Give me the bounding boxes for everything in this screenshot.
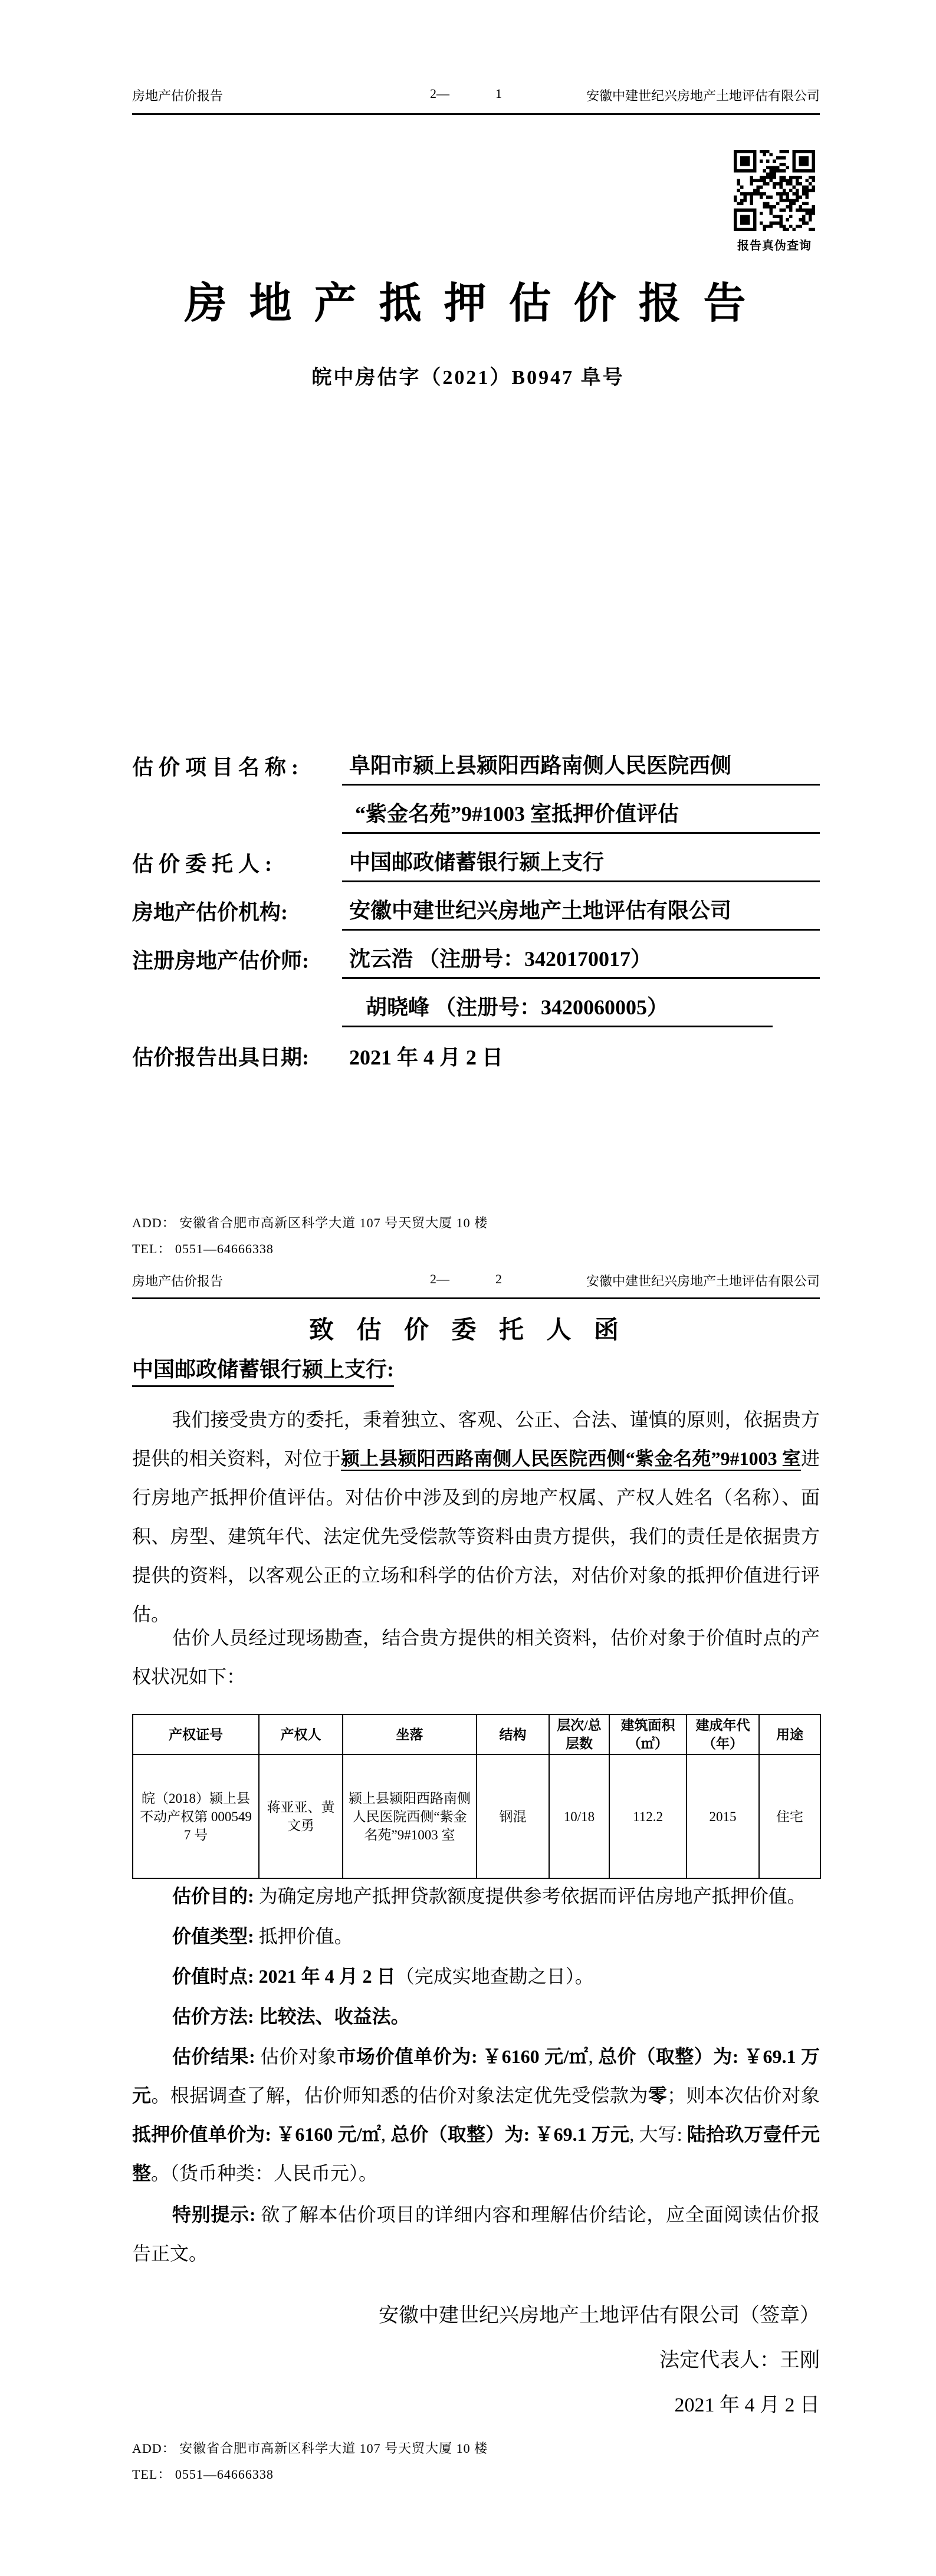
qr-caption: 报告真伪查询	[737, 239, 812, 252]
field-agency	[132, 882, 820, 931]
page2-running-header	[132, 1271, 820, 1292]
header-page-prefix: 2—	[430, 86, 449, 101]
header-page-number	[430, 1271, 502, 1287]
cell-structure: 钢混	[477, 1754, 549, 1878]
result-seg13: 。（货币种类：人民币元）。	[151, 2163, 378, 2184]
signature-date: 2021 年 4 月 2 日	[674, 2394, 820, 2416]
result-seg7: ；则本次估价对象	[667, 2085, 820, 2106]
field-project-name-value: 阜阳市颍上县颍阳西路南侧人民医院西侧	[342, 749, 820, 786]
header-doc-type: 房地产估价报告	[132, 88, 224, 103]
item-purpose	[132, 1877, 820, 1915]
col-header-floor: 层次/总层数	[549, 1714, 609, 1754]
item-value-date-rest: （完成实地查勘之日）。	[395, 1966, 594, 1987]
field-client-value: 中国邮政储蓄银行颍上支行	[342, 846, 820, 882]
field-appraiser-1	[132, 931, 820, 979]
result-seg1: 估价对象	[260, 2046, 337, 2067]
item-result-label: 估价结果:	[172, 2046, 261, 2067]
cell-use: 住宅	[759, 1754, 820, 1878]
field-appraiser-label: 注册房地产估价师:	[132, 949, 309, 972]
para1-seg1: 我们接受贵方的委托，秉着独立、客观、公正、合法、谨慎的原则，依据贵方提供的相关资料，对位于	[132, 1409, 820, 1469]
col-header-structure: 结构	[477, 1714, 549, 1754]
footer-telephone: TEL： 0551—64666338	[132, 2467, 274, 2482]
letter-salutation-text: 中国邮政储蓄银行颍上支行:	[132, 1353, 394, 1387]
item-purpose-value: 为确定房地产抵押贷款额度提供参考依据而评估房地产抵押价值。	[258, 1885, 806, 1907]
item-method	[132, 1997, 820, 2036]
letter-title: 致 估 价 委 托 人 函	[308, 1317, 627, 1344]
field-report-date	[132, 1027, 820, 1076]
footer-address: ADD： 安徽省合肥市高新区科学大道 107 号天贸大厦 10 楼	[132, 1215, 488, 1230]
field-empty-label	[132, 1023, 342, 1027]
item-special-note-value: 欲了解本估价项目的详细内容和理解估价结论，应全面阅读估价报告正文。	[132, 2204, 820, 2264]
result-amount-in-words: 陆拾玖万壹仟元整	[132, 2124, 820, 2184]
field-appraiser-2	[132, 979, 820, 1027]
col-header-area: 建筑面积（㎡）	[609, 1714, 687, 1754]
header-company-name: 安徽中建世纪兴房地产土地评估有限公司	[586, 1274, 820, 1289]
field-project-name-line2	[132, 786, 820, 834]
letter-paragraph-2: 估价人员经过现场勘查，结合贵方提供的相关资料，估价对象于价值时点的产权状况如下：	[132, 1627, 820, 1687]
header-company-name: 安徽中建世纪兴房地产土地评估有限公司	[586, 88, 820, 103]
report-title: 房 地 产 抵 押 估 价 报 告	[184, 280, 752, 327]
page1-footer	[132, 1210, 820, 1262]
field-appraiser2-value: 胡晓峰 （注册号：3420060005）	[342, 991, 773, 1027]
cell-certificate: 皖（2018）颍上县不动产权第 0005497 号	[133, 1754, 259, 1878]
field-project-name-label: 估 价 项 目 名 称 :	[132, 755, 298, 779]
signature-legal-representative: 法定代表人：王刚	[659, 2350, 820, 2371]
result-zero: 零	[648, 2085, 668, 2106]
item-value-date-bold: 2021 年 4 月 2 日	[258, 1966, 396, 1987]
report-number: 皖中房估字（2021）B0947 阜号	[311, 367, 625, 389]
col-header-use: 用途	[759, 1714, 820, 1754]
field-project-name-value2: “紫金名苑”9#1003 室抵押价值评估	[342, 797, 820, 834]
field-project-name	[132, 737, 820, 786]
page1-running-header	[132, 86, 820, 106]
result-mortgage-unit-price: 抵押价值单价为: ￥6160 元/㎡	[132, 2124, 382, 2145]
col-header-location: 坐落	[343, 1714, 477, 1754]
letter-paragraph-1	[132, 1400, 820, 1634]
field-client	[132, 834, 820, 882]
para1-seg3: 进行房地产抵押价值评估。对估价中涉及到的房地产权属、产权人姓名（名称）、面积、房型、建筑年代、法定优先受偿款等资料由贵方提供，我们的责任是依据贵方提供的资料，以客观公正的立场和科学的估价方法，对估价对象的抵押价值进行评估。	[132, 1448, 820, 1625]
result-seg5: 。根据调查了解，估价师知悉的估价对象法定优先受偿款为	[151, 2085, 648, 2106]
item-value-type	[132, 1917, 820, 1956]
table-header-row	[133, 1714, 820, 1754]
header-page-prefix: 2—	[430, 1271, 449, 1286]
header-page-number	[430, 86, 502, 101]
item-method-value: 比较法、收益法。	[258, 2006, 410, 2027]
field-agency-value: 安徽中建世纪兴房地产土地评估有限公司	[342, 894, 820, 931]
field-client-label: 估 价 委 托 人 :	[132, 852, 272, 876]
qr-code	[734, 150, 815, 231]
col-header-year: 建成年代（年）	[687, 1714, 759, 1754]
field-appraiser1-value: 沈云浩 （注册号：3420170017）	[342, 942, 820, 979]
cell-owner: 蒋亚亚、黄文勇	[259, 1754, 343, 1878]
result-market-total-price: 总价（取整）为: ￥69.1 万元	[132, 2046, 820, 2106]
field-agency-label: 房地产估价机构:	[132, 901, 288, 924]
result-market-unit-price: 市场价值单价为: ￥6160 元/㎡	[337, 2046, 589, 2067]
header-divider	[132, 1297, 820, 1299]
cover-form	[132, 737, 820, 1076]
cell-floor: 10/18	[549, 1754, 609, 1878]
footer-address: ADD： 安徽省合肥市高新区科学大道 107 号天贸大厦 10 楼	[132, 2441, 488, 2456]
para1-subject-property: 颍上县颍阳西路南侧人民医院西侧“紫金名苑”9#1003 室	[341, 1448, 801, 1469]
header-page-index: 2	[495, 1271, 502, 1286]
header-page-index: 1	[495, 86, 502, 101]
cell-year: 2015	[687, 1754, 759, 1878]
cell-area: 112.2	[609, 1754, 687, 1878]
qr-verification-block	[734, 150, 815, 253]
item-special-note	[132, 2195, 820, 2273]
header-doc-type: 房地产估价报告	[132, 1274, 224, 1289]
item-result: 估价结果: 估价对象市场价值单价为: ￥6160 元/㎡, 总价（取整）为: ￥69.1 万元。根据调查了解，估价师知悉的估价对象法定优先受偿款为零；则本次估价对象抵押价值单价为: ￥6160 元/㎡, 总价（取整）为: ￥69.1 万元, 大写: 陆拾玖万壹仟元整。（货币种类：人民币元）。	[132, 2046, 820, 2184]
field-report-date-label: 估价报告出具日期:	[132, 1046, 309, 1069]
header-divider	[132, 113, 820, 115]
item-value-type-label: 价值类型:	[172, 1926, 259, 1947]
footer-telephone: TEL： 0551—64666338	[132, 1241, 274, 1256]
letter-salutation	[132, 1353, 394, 1387]
table-row	[133, 1754, 820, 1878]
col-header-certificate: 产权证号	[133, 1714, 259, 1754]
item-special-note-label: 特别提示:	[172, 2204, 261, 2225]
field-empty-label	[132, 829, 342, 834]
col-header-owner: 产权人	[259, 1714, 343, 1754]
page2-footer	[132, 2436, 820, 2488]
item-purpose-label: 估价目的:	[172, 1885, 259, 1907]
signature-company: 安徽中建世纪兴房地产土地评估有限公司（签章）	[379, 2305, 820, 2327]
property-rights-table	[132, 1714, 821, 1879]
item-value-date	[132, 1957, 820, 1996]
field-report-date-value: 2021 年 4 月 2 日	[349, 1046, 504, 1069]
cell-location: 颍上县颍阳西路南侧人民医院西侧“紫金名苑”9#1003 室	[343, 1754, 477, 1878]
item-value-type-value: 抵押价值。	[258, 1926, 353, 1947]
result-mortgage-total-price: 总价（取整）为: ￥69.1 万元	[390, 2124, 630, 2145]
item-method-label: 估价方法:	[172, 2006, 259, 2027]
item-value-date-label: 价值时点:	[172, 1966, 259, 1987]
